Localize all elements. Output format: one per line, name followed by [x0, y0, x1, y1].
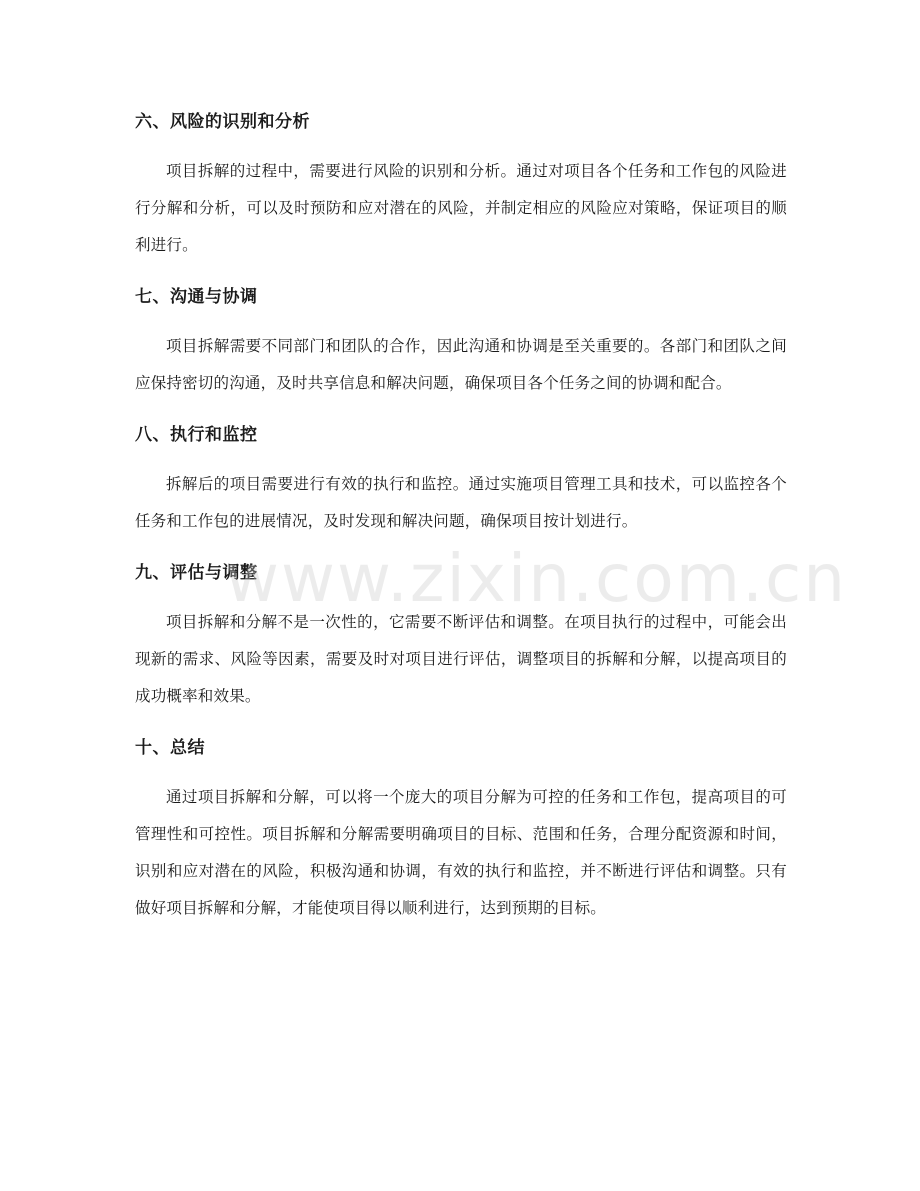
- section-heading: 九、评估与调整: [135, 563, 258, 583]
- section-paragraph: 项目拆解需要不同部门和团队的合作，因此沟通和协调是至关重要的。各部门和团队之间应保持密切的沟通，及时共享信息和解决问题，确保项目各个任务之间的协调和配合。: [135, 337, 787, 392]
- section-paragraph: 项目拆解和分解不是一次性的，它需要不断评估和调整。在项目执行的过程中，可能会出现新的需求、风险等因素，需要及时对项目进行评估，调整项目的拆解和分解，以提高项目的成功概率和效果。: [135, 613, 787, 705]
- section-paragraph: 通过项目拆解和分解，可以将一个庞大的项目分解为可控的任务和工作包，提高项目的可管理性和可控性。项目拆解和分解需要明确项目的目标、范围和任务，合理分配资源和时间，识别和应对潜在的风险，积极沟通和协调，有效的执行和监控，并不断进行评估和调整。只有做好项目拆解和分解，才能使项目得以顺利进行，达到预期的目标。: [135, 788, 787, 917]
- section-communication: [135, 278, 787, 402]
- watermark: www.zixin.com.cn: [225, 540, 848, 617]
- document-content: [135, 103, 787, 941]
- section-heading: 八、执行和监控: [135, 425, 258, 445]
- section-heading: 十、总结: [135, 738, 205, 758]
- section-summary: [135, 729, 787, 927]
- section-heading: 七、沟通与协调: [135, 287, 258, 307]
- section-risk: [135, 103, 787, 264]
- section-evaluation: [135, 554, 787, 715]
- section-heading: 六、风险的识别和分析: [135, 112, 310, 132]
- section-paragraph: 拆解后的项目需要进行有效的执行和监控。通过实施项目管理工具和技术，可以监控各个任务和工作包的进展情况，及时发现和解决问题，确保项目按计划进行。: [135, 475, 787, 530]
- section-execution: [135, 416, 787, 540]
- section-paragraph: 项目拆解的过程中，需要进行风险的识别和分析。通过对项目各个任务和工作包的风险进行分解和分析，可以及时预防和应对潜在的风险，并制定相应的风险应对策略，保证项目的顺利进行。: [135, 162, 787, 254]
